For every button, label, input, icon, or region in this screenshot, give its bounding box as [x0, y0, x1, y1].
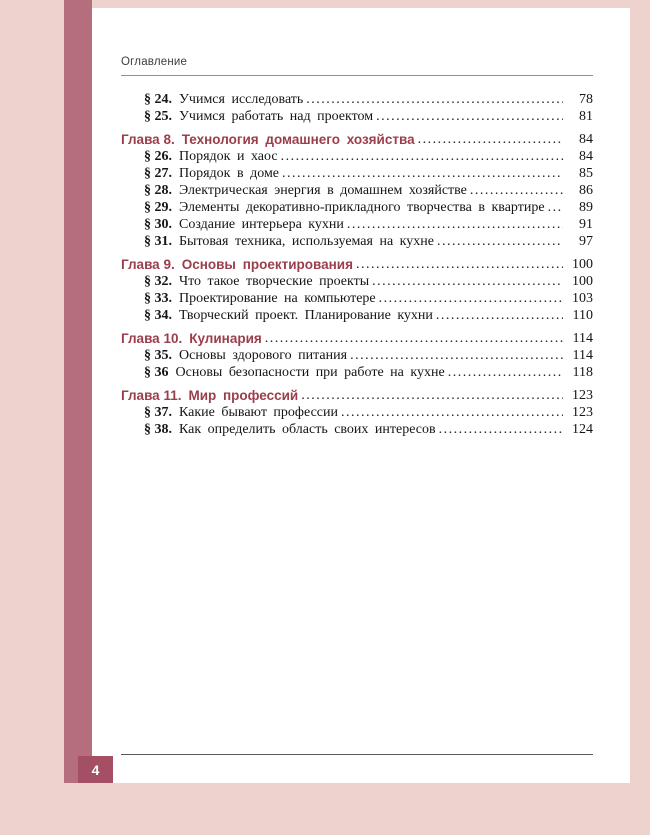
left-accent-strip	[64, 0, 92, 783]
toc-dot-leader	[448, 364, 563, 381]
toc-entry-page: 110	[572, 308, 593, 323]
toc-entry-page: 84	[579, 149, 593, 164]
toc-entry-title: Кулинария	[189, 331, 262, 346]
toc-entry-title: Порядок и хаос	[179, 149, 278, 164]
toc-entry-label: § 29.	[144, 200, 172, 215]
toc-entry-label: § 25.	[144, 109, 172, 124]
toc-entry-label: § 27.	[144, 166, 172, 181]
toc-entry-title: Какие бывают профессии	[179, 405, 338, 420]
toc-entry-page: 84	[579, 132, 593, 147]
toc-dot-leader	[376, 108, 563, 125]
toc-entry-page: 89	[579, 200, 593, 215]
toc-dot-leader	[437, 233, 563, 250]
page-number: 4	[91, 761, 100, 778]
toc-section-row	[121, 199, 593, 216]
toc-entry-label: § 35.	[144, 348, 172, 363]
toc-entry-page: 78	[579, 92, 593, 107]
toc-entry-title: Проектирование на компьютере	[179, 291, 376, 306]
toc-section-row	[121, 347, 593, 364]
toc-section-row	[121, 290, 593, 307]
toc-dot-leader	[439, 421, 563, 438]
toc-entry-page: 86	[579, 183, 593, 198]
toc-dot-leader	[418, 131, 563, 148]
toc-section-row	[121, 148, 593, 165]
running-header	[121, 56, 593, 76]
toc-dot-leader	[356, 256, 563, 273]
toc-dot-leader	[347, 216, 563, 233]
toc-chapter-row	[121, 330, 593, 347]
toc-chapter-row	[121, 387, 593, 404]
toc-section-row	[121, 404, 593, 421]
toc-section-row	[121, 364, 593, 381]
toc-dot-leader	[436, 307, 563, 324]
toc-entry-label: § 28.	[144, 183, 172, 198]
toc-dot-leader	[265, 330, 563, 347]
toc-entry-label: § 33.	[144, 291, 172, 306]
toc-entry-page: 97	[579, 234, 593, 249]
toc-entry-title: Что такое творческие проекты	[179, 274, 370, 289]
toc-entry-label: § 34.	[144, 308, 172, 323]
toc-chapter-row	[121, 256, 593, 273]
toc-section-row	[121, 273, 593, 290]
toc-entry-label: Глава 11.	[121, 388, 182, 403]
toc-entry-page: 118	[572, 365, 593, 380]
toc-dot-leader	[470, 182, 563, 199]
toc-entry-page: 123	[572, 405, 593, 420]
toc-entry-title: Мир профессий	[188, 388, 299, 403]
toc-entry-label: Глава 8.	[121, 132, 175, 147]
toc-dot-leader	[281, 148, 563, 165]
toc-entry-page: 81	[579, 109, 593, 124]
toc-section-row	[121, 307, 593, 324]
toc-entry-label: Глава 10.	[121, 331, 183, 346]
toc-entry-label: § 31.	[144, 234, 172, 249]
toc-entry-label: § 32.	[144, 274, 172, 289]
toc-dot-leader	[341, 404, 563, 421]
toc-entry-title: Бытовая техника, используемая на кухне	[179, 234, 434, 249]
toc-entry-label: § 37.	[144, 405, 172, 420]
toc-dot-leader	[372, 273, 563, 290]
toc-entry-title: Учимся работать над проектом	[179, 109, 374, 124]
toc-section-row	[121, 91, 593, 108]
toc-entry-label: § 36	[144, 365, 169, 380]
toc-entry-label: § 24.	[144, 92, 172, 107]
toc-entry-title: Порядок в доме	[179, 166, 280, 181]
toc-entry-label: Глава 9.	[121, 257, 175, 272]
toc-section-row	[121, 182, 593, 199]
toc-dot-leader	[301, 387, 563, 404]
running-header-title: Оглавление	[121, 56, 188, 68]
toc-entry-page: 114	[572, 331, 593, 346]
toc-entry-title: Элементы декоративно-прикладного творчества в квартире	[179, 200, 545, 215]
page	[92, 8, 630, 783]
toc-entry-label: § 38.	[144, 422, 172, 437]
toc-entry-page: 91	[579, 217, 593, 232]
toc-section-row	[121, 165, 593, 182]
toc-section-row	[121, 108, 593, 125]
toc-entry-title: Электрическая энергия в домашнем хозяйстве	[179, 183, 467, 198]
toc-entry-page: 124	[572, 422, 593, 437]
toc-entry-title: Основы проектирования	[181, 257, 353, 272]
footer-rule	[121, 754, 593, 755]
toc-entry-title: Технология домашнего хозяйства	[181, 132, 415, 147]
page-number-box	[78, 756, 113, 783]
toc-entry-title: Создание интерьера кухни	[179, 217, 344, 232]
toc-dot-leader	[282, 165, 563, 182]
toc-dot-leader	[548, 199, 563, 216]
toc-entry-page: 100	[572, 274, 593, 289]
toc-entry-page: 123	[572, 388, 593, 403]
toc-list	[121, 91, 593, 438]
toc-dot-leader	[306, 91, 563, 108]
toc-entry-page: 114	[572, 348, 593, 363]
toc-chapter-row	[121, 131, 593, 148]
toc-entry-page: 100	[572, 257, 593, 272]
toc-entry-title: Творческий проект. Планирование кухни	[179, 308, 433, 323]
toc-entry-page: 103	[572, 291, 593, 306]
toc-dot-leader	[379, 290, 563, 307]
toc-entry-title: Основы здорового питания	[179, 348, 348, 363]
toc-entry-label: § 26.	[144, 149, 172, 164]
toc-entry-page: 85	[579, 166, 593, 181]
toc-section-row	[121, 216, 593, 233]
toc-entry-title: Как определить область своих интересов	[179, 422, 436, 437]
toc-entry-label: § 30.	[144, 217, 172, 232]
toc-section-row	[121, 233, 593, 250]
toc-entry-title: Учимся исследовать	[179, 92, 304, 107]
toc-entry-title: Основы безопасности при работе на кухне	[175, 365, 445, 380]
toc-dot-leader	[350, 347, 563, 364]
toc-section-row	[121, 421, 593, 438]
